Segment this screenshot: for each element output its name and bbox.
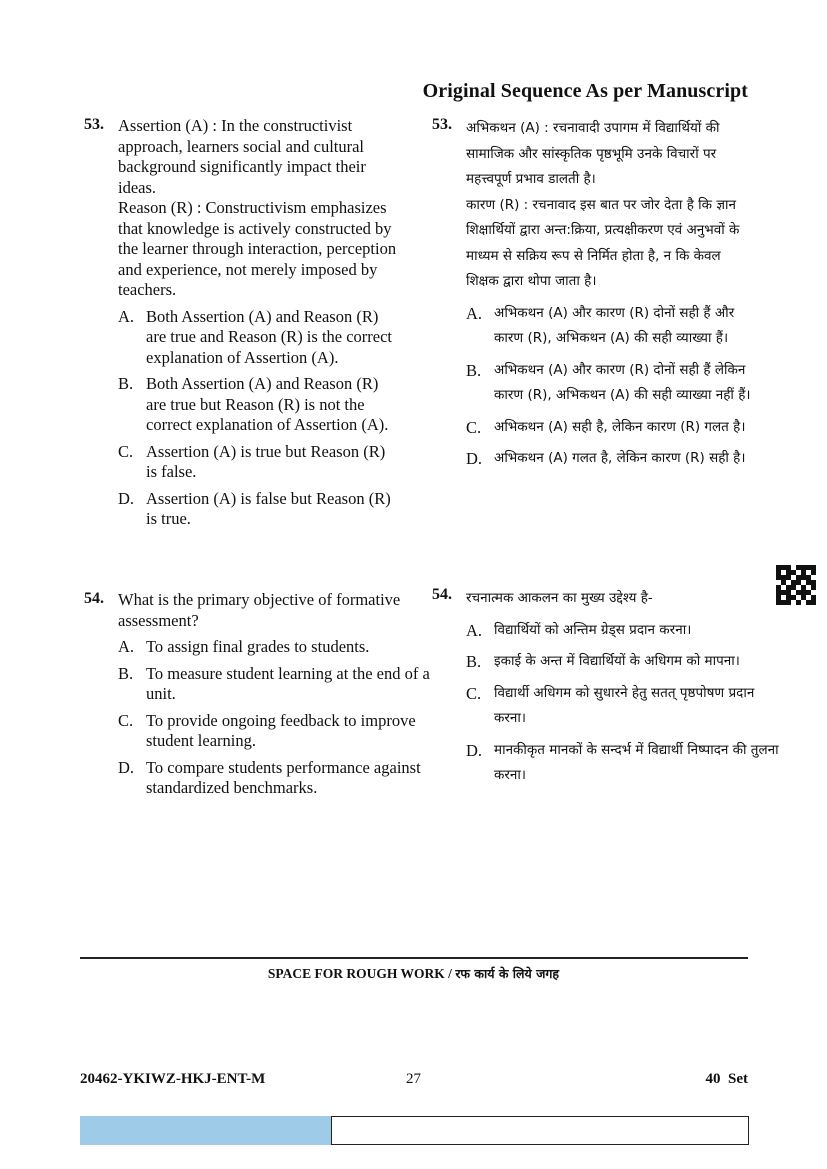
rough-work-hindi: रफ कार्य के लिये जगह (455, 966, 560, 981)
option-text: To compare students performance against standardized benchmarks. (146, 757, 421, 797)
reason-text: कारण (R) : रचनावाद इस बात पर जोर देता है कि ज्ञान शिक्षार्थियों द्वारा अन्त:क्रिया, प्रत्यक्षीकरण एवं अनुभवों के माध्यम से सक्रिय रूप से निर्मित होता है, न कि केवल शिक्षक द्वारा थोपा जाता है। (466, 196, 740, 289)
option-letter: A. (118, 306, 135, 326)
hindi-column (430, 116, 779, 783)
english-column (82, 116, 430, 797)
question-53-english (82, 116, 400, 530)
option-letter: A. (466, 303, 483, 323)
option-c[interactable] (118, 711, 436, 752)
option-text: अभिकथन (A) गलत है, लेकिन कारण (R) सही है। (494, 450, 746, 466)
reason-text: Reason (R) : Constructivism emphasizes that knowledge is actively constructed by the learner through interaction, perception and experience, not merely imposed by teachers. (118, 198, 397, 299)
paper-code: 20462-YKIWZ-HKJ-ENT-M (80, 1071, 266, 1087)
option-letter: B. (466, 360, 482, 380)
rough-work-divider (80, 957, 748, 959)
rough-work-label (0, 965, 827, 982)
option-letter: A. (466, 620, 483, 640)
option-d[interactable] (466, 738, 788, 789)
question-stem (118, 116, 400, 301)
option-d[interactable] (466, 446, 752, 472)
question-stem: What is the primary objective of formative assessment? (118, 590, 401, 630)
option-a[interactable] (466, 301, 752, 352)
footer-color-band (80, 1116, 331, 1145)
option-text: इकाई के अन्त में विद्यार्थियों के अधिगम को मापना। (494, 653, 740, 669)
option-b[interactable] (118, 664, 436, 705)
option-text: विद्यार्थी अधिगम को सुधारने हेतु सतत् पृष्ठपोषण प्रदान करना। (494, 684, 755, 726)
option-letter: D. (466, 740, 483, 760)
qr-code-icon (776, 565, 816, 605)
option-a[interactable] (466, 618, 788, 644)
option-letter: D. (118, 757, 135, 777)
rough-work-english: SPACE FOR ROUGH WORK / (267, 966, 456, 981)
option-letter: C. (466, 683, 482, 703)
option-d[interactable] (118, 758, 436, 799)
options-list (118, 637, 436, 799)
option-text: Both Assertion (A) and Reason (R) are true and Reason (R) is the correct explanation of Assertion (A). (146, 306, 393, 367)
option-a[interactable] (118, 307, 400, 369)
options-list (466, 618, 788, 789)
option-c[interactable] (466, 681, 788, 732)
question-number: 54. (432, 586, 452, 603)
option-letter: B. (466, 652, 482, 671)
question-stem (466, 116, 752, 295)
option-letter: D. (118, 488, 135, 508)
option-b[interactable] (466, 358, 752, 409)
assertion-text: अभिकथन (A) : रचनावादी उपागम में विद्यार्थियों की सामाजिक और सांस्कृतिक पृष्ठभूमि उनके विचारों पर महत्त्वपूर्ण प्रभाव डालती है। (466, 120, 720, 187)
option-c[interactable] (118, 442, 400, 483)
options-list (466, 301, 752, 472)
option-text: अभिकथन (A) और कारण (R) दोनों सही हैं और कारण (R), अभिकथन (A) की सही व्याख्या हैं। (494, 304, 735, 346)
option-b[interactable] (466, 649, 788, 675)
option-b[interactable] (118, 374, 400, 436)
option-text: अभिकथन (A) और कारण (R) दोनों सही हैं लेकिन कारण (R), अभिकथन (A) की सही व्याख्या नहीं हैं। (494, 361, 751, 403)
option-letter: A. (118, 637, 135, 656)
question-number: 53. (84, 116, 104, 133)
option-text: विद्यार्थियों को अन्तिम ग्रेड्स प्रदान करना। (494, 621, 692, 638)
question-stem: रचनात्मक आकलन का मुख्य उद्देश्य है- (466, 590, 653, 606)
option-text: Both Assertion (A) and Reason (R) are true but Reason (R) is not the correct explanation of Assertion (A). (146, 374, 389, 434)
option-letter: B. (118, 663, 134, 683)
option-text: मानकीकृत मानकों के सन्दर्भ में विद्यार्थी निष्पादन की तुलना करना। (494, 741, 779, 783)
page-number: 27 (406, 1071, 421, 1087)
option-d[interactable] (118, 489, 400, 530)
question-number: 54. (84, 590, 104, 607)
option-letter: C. (118, 710, 134, 730)
option-letter: C. (466, 417, 482, 437)
option-text: अभिकथन (A) सही है, लेकिन कारण (R) गलत है। (494, 418, 746, 435)
question-54-hindi (430, 586, 788, 795)
option-letter: D. (466, 449, 483, 468)
question-53-hindi (430, 116, 752, 472)
page-title: Original Sequence As per Manuscript (422, 80, 748, 102)
option-c[interactable] (466, 415, 752, 441)
option-text: To measure student learning at the end of a unit. (146, 663, 430, 703)
option-letter: B. (118, 374, 134, 393)
footer-blank-box (331, 1116, 749, 1145)
option-text: To assign final grades to students. (146, 637, 370, 656)
option-letter: C. (118, 441, 134, 461)
option-text: Assertion (A) is true but Reason (R) is false. (146, 441, 386, 481)
question-54-english (82, 590, 436, 805)
question-number: 53. (432, 116, 452, 133)
set-label: 40 Set (705, 1071, 748, 1087)
options-list (118, 307, 400, 530)
assertion-text: Assertion (A) : In the constructivist approach, learners social and cultural background significantly impact their ideas. (118, 116, 366, 197)
option-text: Assertion (A) is false but Reason (R) is true. (146, 488, 391, 528)
option-a[interactable] (118, 637, 436, 658)
option-text: To provide ongoing feedback to improve student learning. (146, 710, 416, 750)
